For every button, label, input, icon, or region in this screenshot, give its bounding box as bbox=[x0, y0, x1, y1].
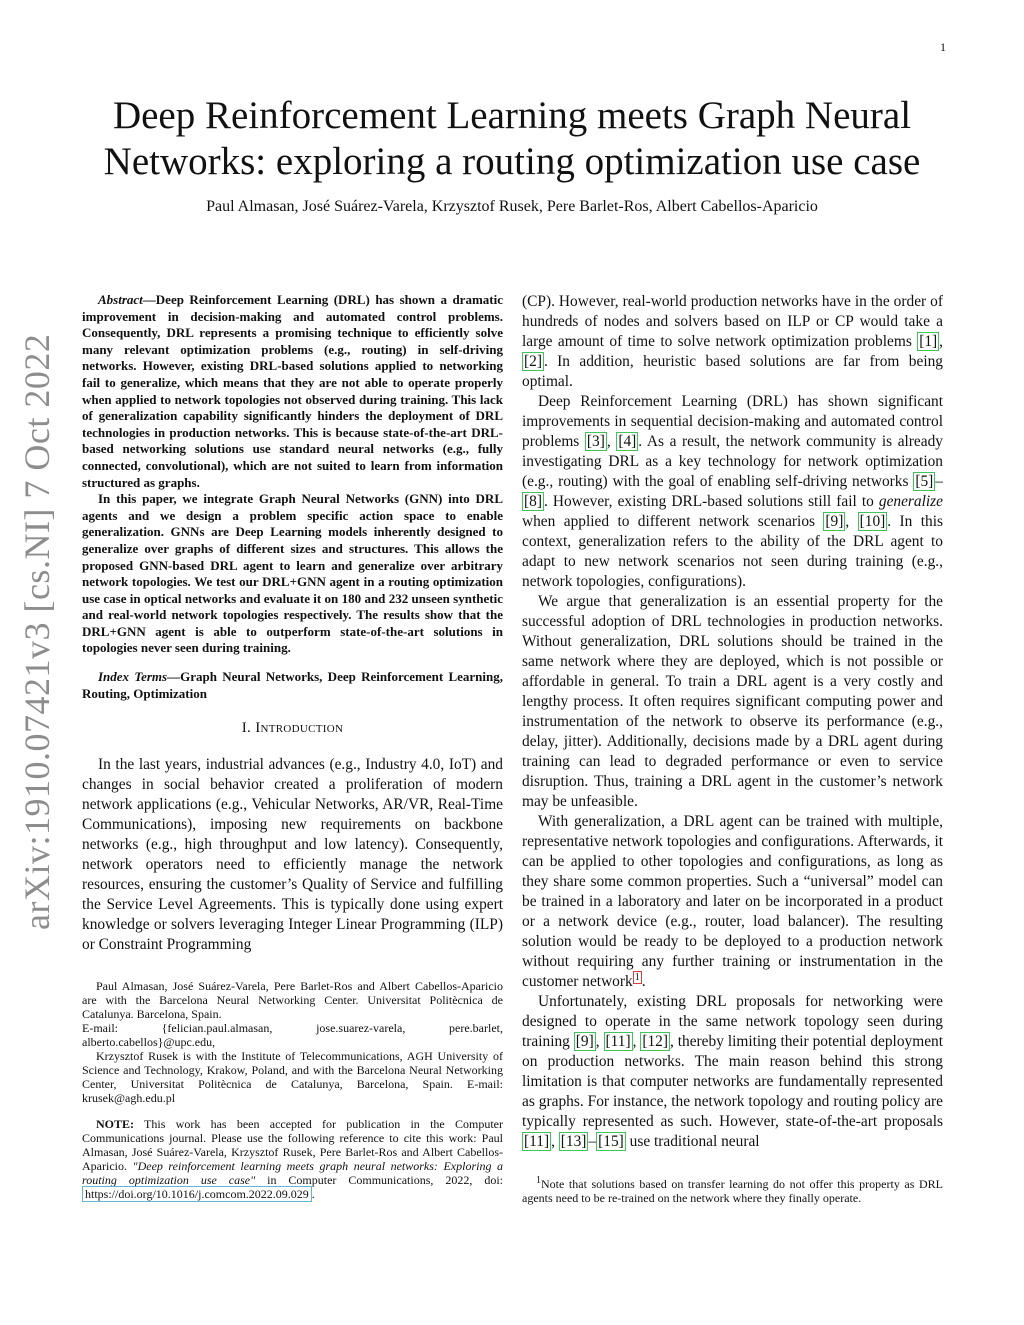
doi-link[interactable]: https://doi.org/10.1016/j.comcom.2022.09.029 bbox=[82, 1186, 312, 1202]
text-run: , bbox=[939, 333, 943, 350]
citation-link[interactable]: [15] bbox=[598, 1133, 624, 1150]
index-terms-label: Index Terms bbox=[98, 669, 168, 685]
section-heading-introduction bbox=[82, 720, 503, 737]
right-paragraph-1 bbox=[522, 392, 943, 592]
citation-link[interactable]: [13] bbox=[560, 1133, 587, 1150]
citation-note bbox=[82, 1117, 503, 1201]
affiliation-footnote bbox=[82, 979, 503, 1201]
section-title: Introduction bbox=[255, 720, 344, 737]
intro-body bbox=[82, 755, 503, 955]
abstract-paragraph-1 bbox=[82, 292, 503, 491]
citation-link[interactable]: [1] bbox=[919, 333, 938, 350]
note-title: "Deep reinforcement learning meets graph neural networks: Exploring a routing optimization use case" bbox=[82, 1159, 503, 1188]
index-terms bbox=[82, 669, 503, 702]
left-column bbox=[82, 292, 503, 1201]
text-run: , thereby limiting their potential deployment on production networks. The main reason behind this strong limitation is that computer networks are fundamentally represented as graphs. For instance, the network topology and routing policy are typically represented as such. However, state-of-the-art proposals bbox=[522, 1033, 943, 1130]
page-number: 1 bbox=[940, 40, 946, 54]
abstract-text: —Deep Reinforcement Learning (DRL) has shown a dramatic improvement in decision-making and automated control problems. Consequently, DRL represents a promising technique to efficiently solve many relevant optimization problems (e.g., routing) in self-driving networks. However, existing DRL-based solutions applied to networking fail to generalize, which means that they are not able to operate properly when applied to network topologies not observed during training. This lack of generalization capability significantly hinders the deployment of DRL technologies in production networks. This is because state-of-the-art DRL-based networking solutions use standard neural networks (e.g., fully connected, convolutional), which are not suited to learn from information structured as graphs. bbox=[82, 292, 503, 490]
text-run: Deep Reinforcement Learning (DRL) has shown significant improvements in sequential decision-making and automated control problems bbox=[522, 393, 943, 450]
citation-link[interactable]: [9] bbox=[825, 513, 844, 530]
right-paragraph-4 bbox=[522, 992, 943, 1152]
footnote-body: Note that solutions based on transfer learning do not offer this property as DRL agents need to be re-trained on the network where they finally operate. bbox=[522, 1177, 943, 1205]
title-line-2: Networks: exploring a routing optimization use case bbox=[103, 140, 921, 183]
right-body bbox=[522, 292, 943, 1152]
text-run: (CP). However, real-world production networks have in the order of hundreds of nodes and solvers based on ILP or CP would take a large amount of time to solve network optimization problems bbox=[522, 293, 943, 350]
text-run: Unfortunately, existing DRL proposals for networking were designed to operate in the same network topology seen during training bbox=[522, 993, 943, 1050]
citation-link[interactable]: [11] bbox=[524, 1133, 550, 1150]
abstract-label: Abstract bbox=[98, 292, 143, 307]
abstract bbox=[82, 292, 503, 702]
note-tail: in Computer Communications, 2022, doi: bbox=[255, 1173, 503, 1188]
text-run: , bbox=[606, 433, 617, 450]
text-run: . As a result, the network community is already investigating DRL as a key technology for network optimization (e.g., routing) with the goal of enabling self-driving networks bbox=[522, 433, 943, 490]
text-run: With generalization, a DRL agent can be trained with multiple, representative network topologies and configurations. Afterwards, it can be applied to other topologies and configurations, as long as they share some common properties. Such a “universal” model can be trained in a laboratory and later on be incorporated in a product or a network device (e.g., router, load balancer). The resulting solution would be ready to be deployed to a production network without requiring any further training or instrumentation in the customer network bbox=[522, 813, 943, 990]
abstract-paragraph-2: In this paper, we integrate Graph Neural Networks (GNN) into DRL agents and we design a problem specific action space to enable generalization. GNNs are Deep Learning models inherently designed to generalize over graphs of different sizes and structures. This allows the proposed GNN-based DRL agent to learn and generalize over arbitrary network topologies. We test our DRL+GNN agent in a routing optimization use case in optical networks and evaluate it on 180 and 232 unseen synthetic and real-world network topologies respectively. The results show that the DRL+GNN agent is able to outperform state-of-the-art solutions in topologies never seen during training. bbox=[82, 491, 503, 656]
citation-link[interactable]: [10] bbox=[859, 513, 886, 530]
footnote-1 bbox=[522, 1174, 943, 1205]
footnote-number: 1 bbox=[536, 1175, 541, 1186]
emphasis-generalize: generalize bbox=[878, 493, 943, 510]
note-text: This work has been accepted for publication in the Computer Communications journal. Please use the following reference to cite this work: Paul Almasan, José Suárez-Varela, Krzysztof Rusek, Pere Barlet-Ros and Albert Cabellos-Aparicio. bbox=[82, 1117, 503, 1174]
citation-link[interactable]: [12] bbox=[642, 1033, 668, 1050]
footnote-marker[interactable]: 1 bbox=[634, 971, 640, 983]
right-paragraph-3 bbox=[522, 812, 943, 992]
index-terms-text: —Graph Neural Networks, Deep Reinforcement Learning, Routing, Optimization bbox=[82, 669, 503, 701]
citation-link[interactable]: [11] bbox=[605, 1033, 631, 1050]
text-run: , bbox=[551, 1133, 559, 1150]
text-run: when applied to different network scenarios bbox=[522, 513, 824, 530]
right-column bbox=[522, 292, 943, 1205]
affiliation-email: E-mail: {felician.paul.almasan, jose.suarez-varela, pere.barlet, alberto.cabellos}@upc.edu, bbox=[82, 1021, 503, 1050]
text-run: – bbox=[935, 473, 943, 490]
text-run: . In addition, heuristic based solutions are far from being optimal. bbox=[522, 353, 943, 390]
paper-title bbox=[60, 93, 964, 185]
citation-link[interactable]: [9] bbox=[575, 1033, 594, 1050]
text-run: , bbox=[632, 1033, 641, 1050]
text-run: use traditional neural bbox=[625, 1133, 760, 1150]
citation-link[interactable]: [8] bbox=[524, 493, 542, 510]
right-paragraph-0 bbox=[522, 292, 943, 392]
text-run: , bbox=[595, 1033, 604, 1050]
citation-link[interactable]: [5] bbox=[915, 473, 934, 490]
text-run: . bbox=[641, 973, 646, 990]
note-label: NOTE: bbox=[96, 1117, 135, 1132]
text-run: , bbox=[845, 513, 858, 530]
right-paragraph-2: We argue that generalization is an essential property for the successful adoption of DRL technologies in production networks. Without generalization, DRL solutions should be trained in the same network where they are deployed, which is not possible or affordable in general. To train a DRL agent is a very costly and lengthy process. It often requires significant computing power and instrumentation of the network to observe its performance (e.g., delay, jitter). Additionally, decisions made by a DRL agent during training can lead to degraded performance or even to service disruption. Thus, training a DRL agent in the customer’s network may be unfeasible. bbox=[522, 593, 943, 810]
footnote-text bbox=[522, 1174, 943, 1205]
author-list: Paul Almasan, José Suárez-Varela, Krzysztof Rusek, Pere Barlet-Ros, Albert Cabellos-Aparicio bbox=[206, 198, 818, 215]
citation-link[interactable]: [4] bbox=[618, 433, 637, 450]
affiliation-paragraph-2: Krzysztof Rusek is with the Institute of Telecommunications, AGH University of Science and Technology, Krakow, Poland, and with the Barcelona Neural Networking Center, Universitat Politècnica de Catalunya, Barcelona, Spain. E-mail: krusek@agh.edu.pl bbox=[82, 1049, 503, 1106]
text-run: . However, existing DRL-based solutions still fail to bbox=[543, 493, 879, 510]
text-run: . In this context, generalization refers to the ability of the DRL agent to adapt to new network scenarios not seen during training (e.g., network topologies, configurations). bbox=[522, 513, 943, 590]
intro-paragraph-1: In the last years, industrial advances (e.g., Industry 4.0, IoT) and changes in social behavior created a proliferation of modern network applications (e.g., Vehicular Networks, AR/VR, Real-Time Communications), imposing new requirements on backbone networks (e.g., high throughput and low latency). Consequently, network operators need to efficiently manage the network resources, ensuring the customer’s Quality of Service and fulfilling the Service Level Agreements. This is typically done using expert knowledge or solvers leveraging Integer Linear Programming (ILP) or Constraint Programming bbox=[82, 756, 503, 954]
doi-end: . bbox=[311, 1187, 315, 1202]
title-line-1: Deep Reinforcement Learning meets Graph Neural bbox=[112, 94, 912, 137]
section-number: I. bbox=[241, 720, 252, 737]
affiliation-paragraph-1: Paul Almasan, José Suárez-Varela, Pere Barlet-Ros and Albert Cabellos-Aparicio are with the Barcelona Neural Networking Center. Universitat Politècnica de Catalunya. Barcelona, Spain. bbox=[82, 979, 503, 1022]
citation-link[interactable]: [2] bbox=[524, 353, 542, 370]
citation-link[interactable]: [3] bbox=[586, 433, 605, 450]
arxiv-stamp: arXiv:1910.07421v3 [cs.NI] 7 Oct 2022 bbox=[17, 333, 57, 930]
text-run: – bbox=[588, 1133, 597, 1150]
